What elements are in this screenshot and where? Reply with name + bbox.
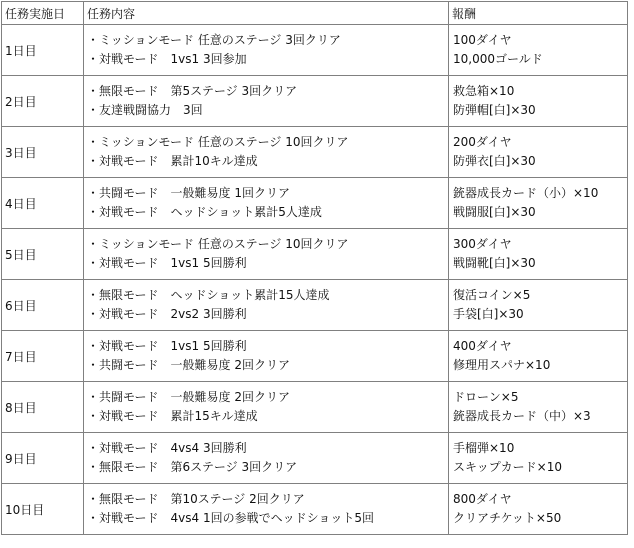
- reward-cell: [449, 76, 628, 127]
- day-cell: 1日目: [2, 25, 84, 76]
- header-row: [2, 2, 628, 25]
- table-row: [2, 382, 628, 433]
- content-cell: [84, 25, 449, 76]
- mission-line: ・ミッションモード 任意のステージ 10回クリア: [87, 135, 349, 149]
- mission-line: ・対戦モード 2vs2 3回勝利: [87, 307, 247, 321]
- reward-line: 200ダイヤ: [453, 135, 512, 149]
- day-cell: 7日目: [2, 331, 84, 382]
- reward-cell: [449, 280, 628, 331]
- mission-line: ・共闘モード 一般難易度 2回クリア: [87, 358, 290, 372]
- reward-line: 400ダイヤ: [453, 339, 512, 353]
- day-cell: 6日目: [2, 280, 84, 331]
- day-cell: 3日目: [2, 127, 84, 178]
- mission-line: ・対戦モード 4vs4 1回の参戦でヘッドショット5回: [87, 511, 374, 525]
- reward-cell: [449, 25, 628, 76]
- mission-line: ・対戦モード 1vs1 3回参加: [87, 52, 247, 66]
- reward-line: 800ダイヤ: [453, 492, 512, 506]
- mission-line: ・友達戦闘協力 3回: [87, 103, 203, 117]
- content-cell: [84, 382, 449, 433]
- reward-line: 100ダイヤ: [453, 33, 512, 47]
- reward-line: 銃器成長カード（中）×3: [453, 409, 591, 423]
- reward-cell: [449, 484, 628, 535]
- mission-line: ・無限モード 第6ステージ 3回クリア: [87, 460, 298, 474]
- content-cell: [84, 229, 449, 280]
- mission-line: ・共闘モード 一般難易度 1回クリア: [87, 186, 290, 200]
- reward-cell: [449, 382, 628, 433]
- table-row: [2, 76, 628, 127]
- mission-line: ・無限モード 第5ステージ 3回クリア: [87, 84, 298, 98]
- day-cell: 5日目: [2, 229, 84, 280]
- table-row: [2, 280, 628, 331]
- reward-cell: [449, 331, 628, 382]
- reward-line: クリアチケット×50: [453, 511, 562, 525]
- mission-line: ・無限モード ヘッドショット累計15人達成: [87, 288, 330, 302]
- table-row: [2, 433, 628, 484]
- day-cell: 2日目: [2, 76, 84, 127]
- reward-cell: [449, 229, 628, 280]
- reward-line: 戦闘靴[白]×30: [453, 256, 536, 270]
- table-row: [2, 25, 628, 76]
- header-reward: 報酬: [449, 2, 628, 25]
- mission-line: ・対戦モード 1vs1 5回勝利: [87, 256, 247, 270]
- day-cell: 4日目: [2, 178, 84, 229]
- reward-line: 銃器成長カード（小）×10: [453, 186, 599, 200]
- reward-line: スキップカード×10: [453, 460, 562, 474]
- mission-line: ・ミッションモード 任意のステージ 3回クリア: [87, 33, 341, 47]
- reward-line: ドローン×5: [453, 390, 519, 404]
- reward-line: 戦闘服[白]×30: [453, 205, 536, 219]
- content-cell: [84, 178, 449, 229]
- reward-cell: [449, 178, 628, 229]
- content-cell: [84, 484, 449, 535]
- reward-line: 防弾帽[白]×30: [453, 103, 536, 117]
- reward-line: 300ダイヤ: [453, 237, 512, 251]
- content-cell: [84, 127, 449, 178]
- mission-line: ・対戦モード 累計10キル達成: [87, 154, 258, 168]
- mission-line: ・共闘モード 一般難易度 2回クリア: [87, 390, 290, 404]
- mission-table: [1, 1, 628, 535]
- day-cell: 8日目: [2, 382, 84, 433]
- header-day: 任務実施日: [2, 2, 84, 25]
- content-cell: [84, 76, 449, 127]
- table-row: [2, 484, 628, 535]
- day-cell: 9日目: [2, 433, 84, 484]
- reward-line: 復活コイン×5: [453, 288, 531, 302]
- reward-line: 救急箱×10: [453, 84, 515, 98]
- mission-line: ・対戦モード 累計15キル達成: [87, 409, 258, 423]
- reward-line: 手袋[白]×30: [453, 307, 524, 321]
- mission-line: ・対戦モード 4vs4 3回勝利: [87, 441, 247, 455]
- reward-cell: [449, 433, 628, 484]
- day-cell: 10日目: [2, 484, 84, 535]
- reward-line: 10,000ゴールド: [453, 52, 543, 66]
- mission-line: ・ミッションモード 任意のステージ 10回クリア: [87, 237, 349, 251]
- table-row: [2, 178, 628, 229]
- reward-line: 修理用スパナ×10: [453, 358, 551, 372]
- mission-line: ・無限モード 第10ステージ 2回クリア: [87, 492, 305, 506]
- mission-line: ・対戦モード 1vs1 5回勝利: [87, 339, 247, 353]
- content-cell: [84, 280, 449, 331]
- header-content: 任務内容: [84, 2, 449, 25]
- reward-cell: [449, 127, 628, 178]
- table-row: [2, 127, 628, 178]
- table-row: [2, 331, 628, 382]
- reward-line: 防弾衣[白]×30: [453, 154, 536, 168]
- table-row: [2, 229, 628, 280]
- content-cell: [84, 433, 449, 484]
- mission-line: ・対戦モード ヘッドショット累計5人達成: [87, 205, 322, 219]
- content-cell: [84, 331, 449, 382]
- reward-line: 手榴弾×10: [453, 441, 515, 455]
